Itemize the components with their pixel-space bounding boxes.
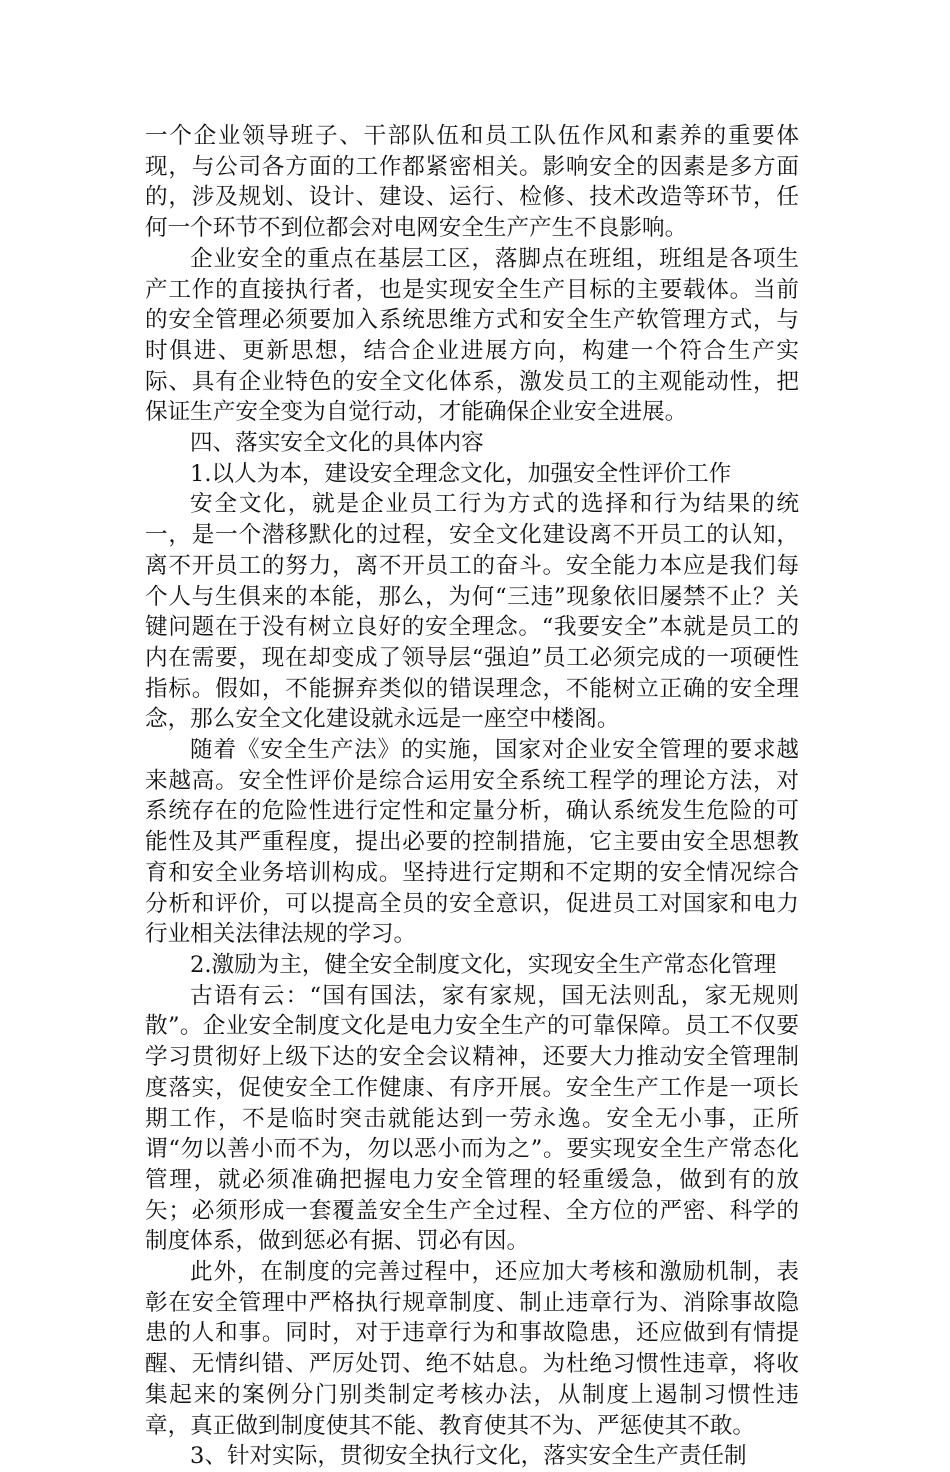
document-body: [145, 121, 799, 1472]
paragraph-safety-culture: 安全文化，就是企业员工行为方式的选择和行为结果的统一，是一个潜移默化的过程，安全文化建设离不开员工的认知，离不开员工的努力，离不开员工的奋斗。安全能力本应是我们每个人与生俱来的本能，那么，为何“三违”现象依旧屡禁不止？关键问题在于没有树立良好的安全理念。“我要安全”本就是员工的内在需要，现在却变成了领导层“强迫”员工必须完成的一项硬性指标。假如，不能摒弃类似的错误理念，不能树立正确的安全理念，那么安全文化建设就永远是一座空中楼阁。: [145, 491, 799, 733]
subsection-heading-1: 1.以人为本，建设安全理念文化，加强安全性评价工作: [190, 460, 732, 487]
subsection-heading-2: 2.激励为主，健全安全制度文化，实现安全生产常态化管理: [190, 951, 777, 978]
subsection-heading-3: 3、针对实际，贯彻安全执行文化，落实安全生产责任制: [190, 1443, 747, 1470]
paragraph-safety-evaluation: 随着《安全生产法》的实施，国家对企业安全管理的要求越来越高。安全性评价是综合运用安全系统工程学的理论方法，对系统存在的危险性进行定性和定量分析，确认系统发生危险的可能性及其严重程度，提出必要的控制措施，它主要由安全思想教育和安全业务培训构成。坚持进行定期和不定期的安全情况综合分析和评价，可以提高全员的安全意识，促进员工对国家和电力行业相关法律法规的学习。: [145, 737, 799, 948]
section-heading-4: 四、落实安全文化的具体内容: [190, 430, 484, 457]
paragraph-continuation: 一个企业领导班子、干部队伍和员工队伍作风和素养的重要体现，与公司各方面的工作都紧密相关。影响安全的因素是多方面的，涉及规划、设计、建设、运行、检修、技术改造等环节，任何一个环节不到位都会对电网安全生产产生不良影响。: [145, 123, 799, 242]
paragraph-safety-system: 古语有云：“国有国法，家有家规，国无法则乱，家无规则散”。企业安全制度文化是电力安全生产的可靠保障。员工不仅要学习贯彻好上级下达的安全会议精神，还要大力推动安全管理制度落实，促使安全工作健康、有序开展。安全生产工作是一项长期工作，不是临时突击就能达到一劳永逸。安全无小事，正所谓“勿以善小而不为，勿以恶小而为之”。要实现安全生产常态化管理，就必须准确把握电力安全管理的轻重缓急，做到有的放矢；必须形成一套覆盖安全生产全过程、全方位的严密、科学的制度体系，做到惩必有据、罚必有因。: [145, 982, 799, 1255]
paragraph-incentive-mechanism: 此外，在制度的完善过程中，还应加大考核和激励机制，表彰在安全管理中严格执行规章制度、制止违章行为、消除事故隐患的人和事。同时，对于违章行为和事故隐患，还应做到有情提醒、无情纠错、严厉处罚、绝不姑息。为杜绝习惯性违章，将收集起来的案例分门别类制定考核办法，从制度上遏制习惯性违章，真正做到制度使其不能、教育使其不为、严惩使其不敢。: [145, 1259, 799, 1439]
paragraph-grassroots-safety: 企业安全的重点在基层工区，落脚点在班组，班组是各项生产工作的直接执行者，也是实现安全生产目标的主要载体。当前的安全管理必须要加入系统思维方式和安全生产软管理方式，与时俱进、更新思想，结合企业进展方向，构建一个符合生产实际、具有企业特色的安全文化体系，激发员工的主观能动性，把保证生产安全变为自觉行动，才能确保企业安全进展。: [145, 245, 799, 426]
